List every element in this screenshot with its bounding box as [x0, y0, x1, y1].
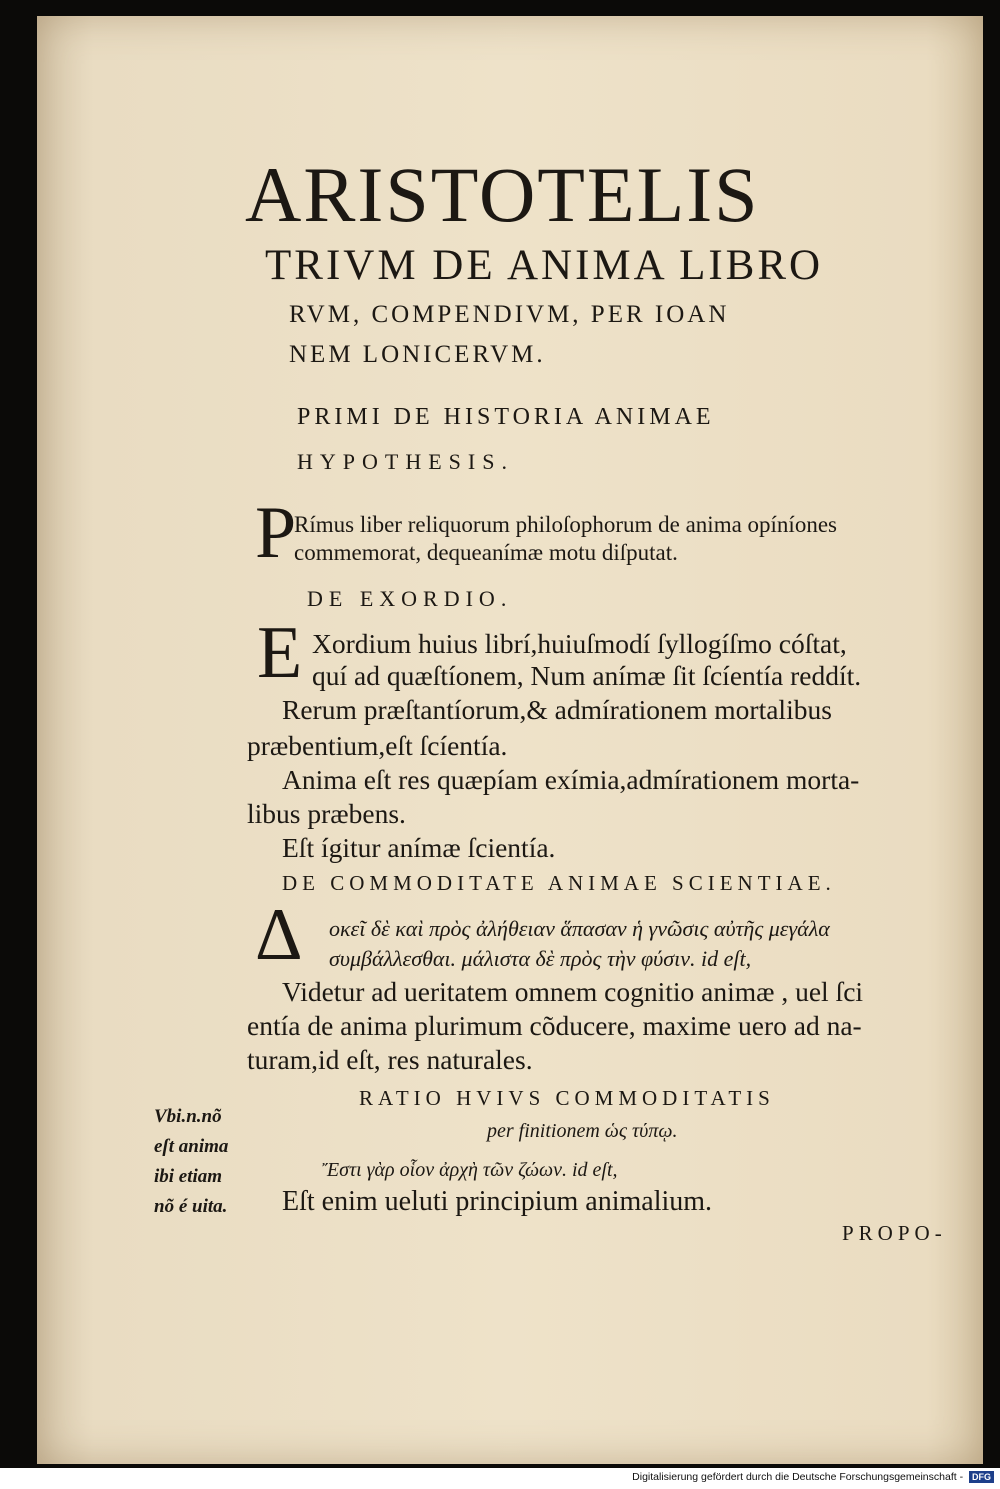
section-heading-primi: PRIMI DE HISTORIA ANIMAE — [297, 404, 715, 430]
footer-text: Digitalisierung gefördert durch die Deutsche Forschungsgemeinschaft - — [632, 1471, 964, 1483]
title-line-3: RVM, COMPENDIVM, PER IOAN — [289, 301, 730, 328]
ratio-subtitle: per finitionem ὡς τύπῳ. — [487, 1120, 678, 1142]
intro-line-1: Rímus liber reliquorum philoſophorum de anima opíníones — [294, 512, 837, 537]
greek-line-2: συμβάλλεσθαι. μάλιστα δὲ πρὸς τὴν φύσιν. id eſt, — [329, 946, 752, 971]
margin-note-line: nõ é uita. — [154, 1196, 228, 1217]
section-heading-commoditate: DE COMMODITATE ANIMAE SCIENTIAE. — [282, 871, 836, 895]
section-heading-ratio: RATIO HVIVS COMMODITATIS — [359, 1086, 775, 1110]
section-heading-hypothesis: HYPOTHESIS. — [297, 449, 514, 474]
margin-note-line: Vbi.n.nõ — [154, 1106, 222, 1127]
exordio-line: præbentium,eſt ſcíentía. — [247, 730, 508, 761]
translation-line: Videtur ad ueritatem omnem cognitio animæ , uel ſci — [282, 976, 864, 1007]
exordio-line: libus præbens. — [247, 798, 406, 829]
final-line: Eſt enim ueluti principium animalium. — [282, 1186, 713, 1217]
dfg-logo: DFG — [969, 1471, 994, 1483]
margin-note-line: eſt anima — [154, 1136, 229, 1157]
exordio-line: Anima eſt res quæpíam exímia,admírationem morta- — [282, 764, 860, 795]
greek-line-3: Ἔστι γὰρ οἷον ἀρχὴ τῶν ζώων. id eſt, — [322, 1159, 618, 1181]
footer-credit — [632, 1471, 994, 1483]
dropcap-delta: Δ — [255, 894, 303, 976]
greek-line-1: οκεῖ δὲ καὶ πρὸς ἀλήθειαν ἅπασαν ἡ γνῶσις αὐτῆς μεγάλα — [329, 916, 830, 941]
title-line-4: NEM LONICERVM. — [289, 341, 546, 368]
page-title: ARISTOTELIS — [245, 151, 760, 238]
dropcap-p: P — [255, 492, 297, 574]
intro-line-2: commemorat, dequeanímæ motu diſputat. — [294, 540, 678, 565]
book-page — [37, 16, 983, 1464]
margin-note-line: ibi etiam — [154, 1166, 223, 1187]
exordio-line: quí ad quæſtíonem, Num anímæ ſit ſcíentía reddít. — [312, 660, 862, 691]
section-heading-exordio: DE EXORDIO. — [307, 586, 513, 611]
translation-line: entía de anima plurimum cõducere, maxime uero ad na- — [247, 1010, 862, 1041]
exordio-line: Eſt ígitur anímæ ſcientía. — [282, 832, 556, 863]
exordio-line: Rerum præſtantíorum,& admírationem mortalibus — [282, 694, 832, 725]
translation-line: turam,id eſt, res naturales. — [247, 1044, 533, 1075]
catchword: PROPO- — [842, 1221, 947, 1245]
title-line-2: TRIVM DE ANIMA LIBRO — [265, 242, 824, 289]
exordio-line: Xordium huius librí,huiuſmodí ſyllogíſmo cóſtat, — [312, 628, 847, 659]
dropcap-e: E — [257, 612, 303, 694]
